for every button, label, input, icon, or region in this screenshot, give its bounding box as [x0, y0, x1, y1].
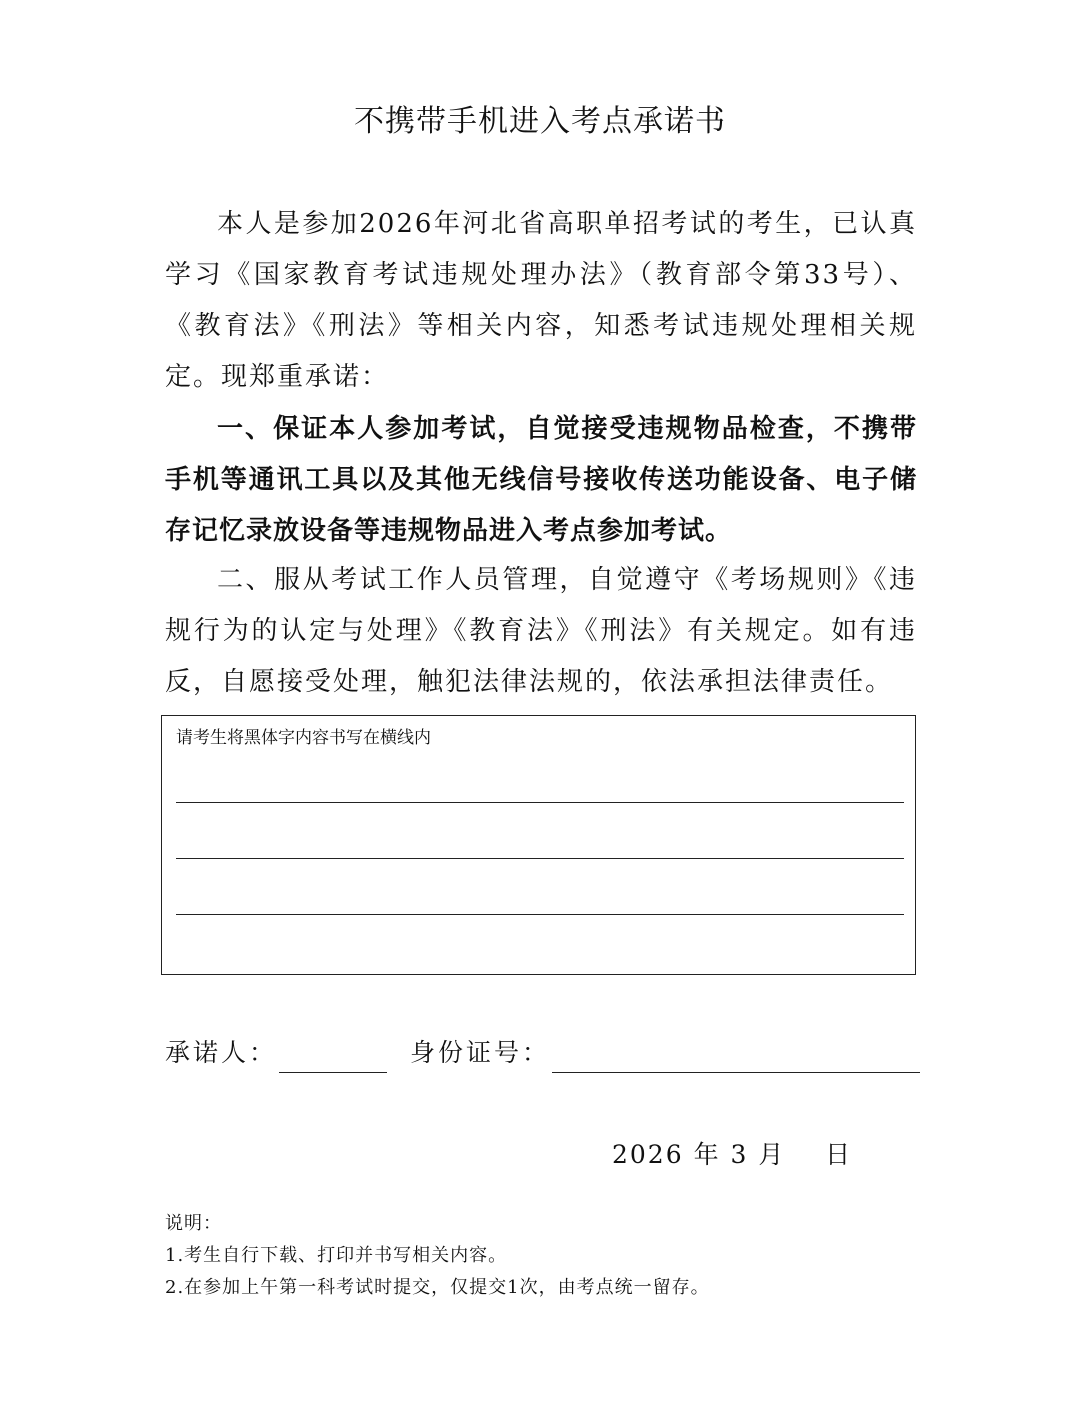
writing-line-1[interactable]: [176, 802, 904, 803]
handwriting-box: [161, 715, 916, 975]
clause-one-paragraph: 一、保证本人参加考试，自觉接受违规物品检查，不携带手机等通讯工具以及其他无线信号接收传送功能设备、电子储存记忆录放设备等违规物品进入考点参加考试。: [165, 414, 917, 546]
id-number-field: [410, 1033, 920, 1073]
date-line: 2026 年 3 月 日: [612, 1140, 853, 1169]
handwriting-instruction: 请考生将黑体字内容书写在横线内: [176, 728, 431, 748]
clause-two-paragraph: 二、服从考试工作人员管理，自觉遵守《考场规则》《违规行为的认定与处理》《教育法》《刑法》有关规定。如有违反，自愿接受处理，触犯法律法规的，依法承担法律责任。: [165, 565, 917, 697]
writing-line-2[interactable]: [176, 858, 904, 859]
writing-line-3[interactable]: [176, 914, 904, 915]
notes-heading: 说明：: [165, 1213, 222, 1234]
promisor-field: [165, 1033, 387, 1073]
id-number-label: 身份证号：: [410, 1038, 551, 1067]
promisor-label: 承诺人：: [165, 1038, 278, 1067]
document-title: 不携带手机进入考点承诺书: [354, 104, 726, 139]
notes-item-1: 1.考生自行下载、打印并书写相关内容。: [165, 1245, 508, 1266]
id-number-blank[interactable]: [552, 1038, 920, 1073]
notes-item-2: 2.在参加上午第一科考试时提交，仅提交1次，由考点统一留存。: [165, 1277, 710, 1298]
notes-section: [165, 1208, 710, 1304]
intro-paragraph: 本人是参加2026年河北省高职单招考试的考生，已认真学习《国家教育考试违规处理办法》（教育部令第33号）、《教育法》《刑法》等相关内容，知悉考试违规处理相关规定。现郑重承诺：: [165, 209, 917, 392]
promisor-signature-blank[interactable]: [279, 1038, 387, 1073]
